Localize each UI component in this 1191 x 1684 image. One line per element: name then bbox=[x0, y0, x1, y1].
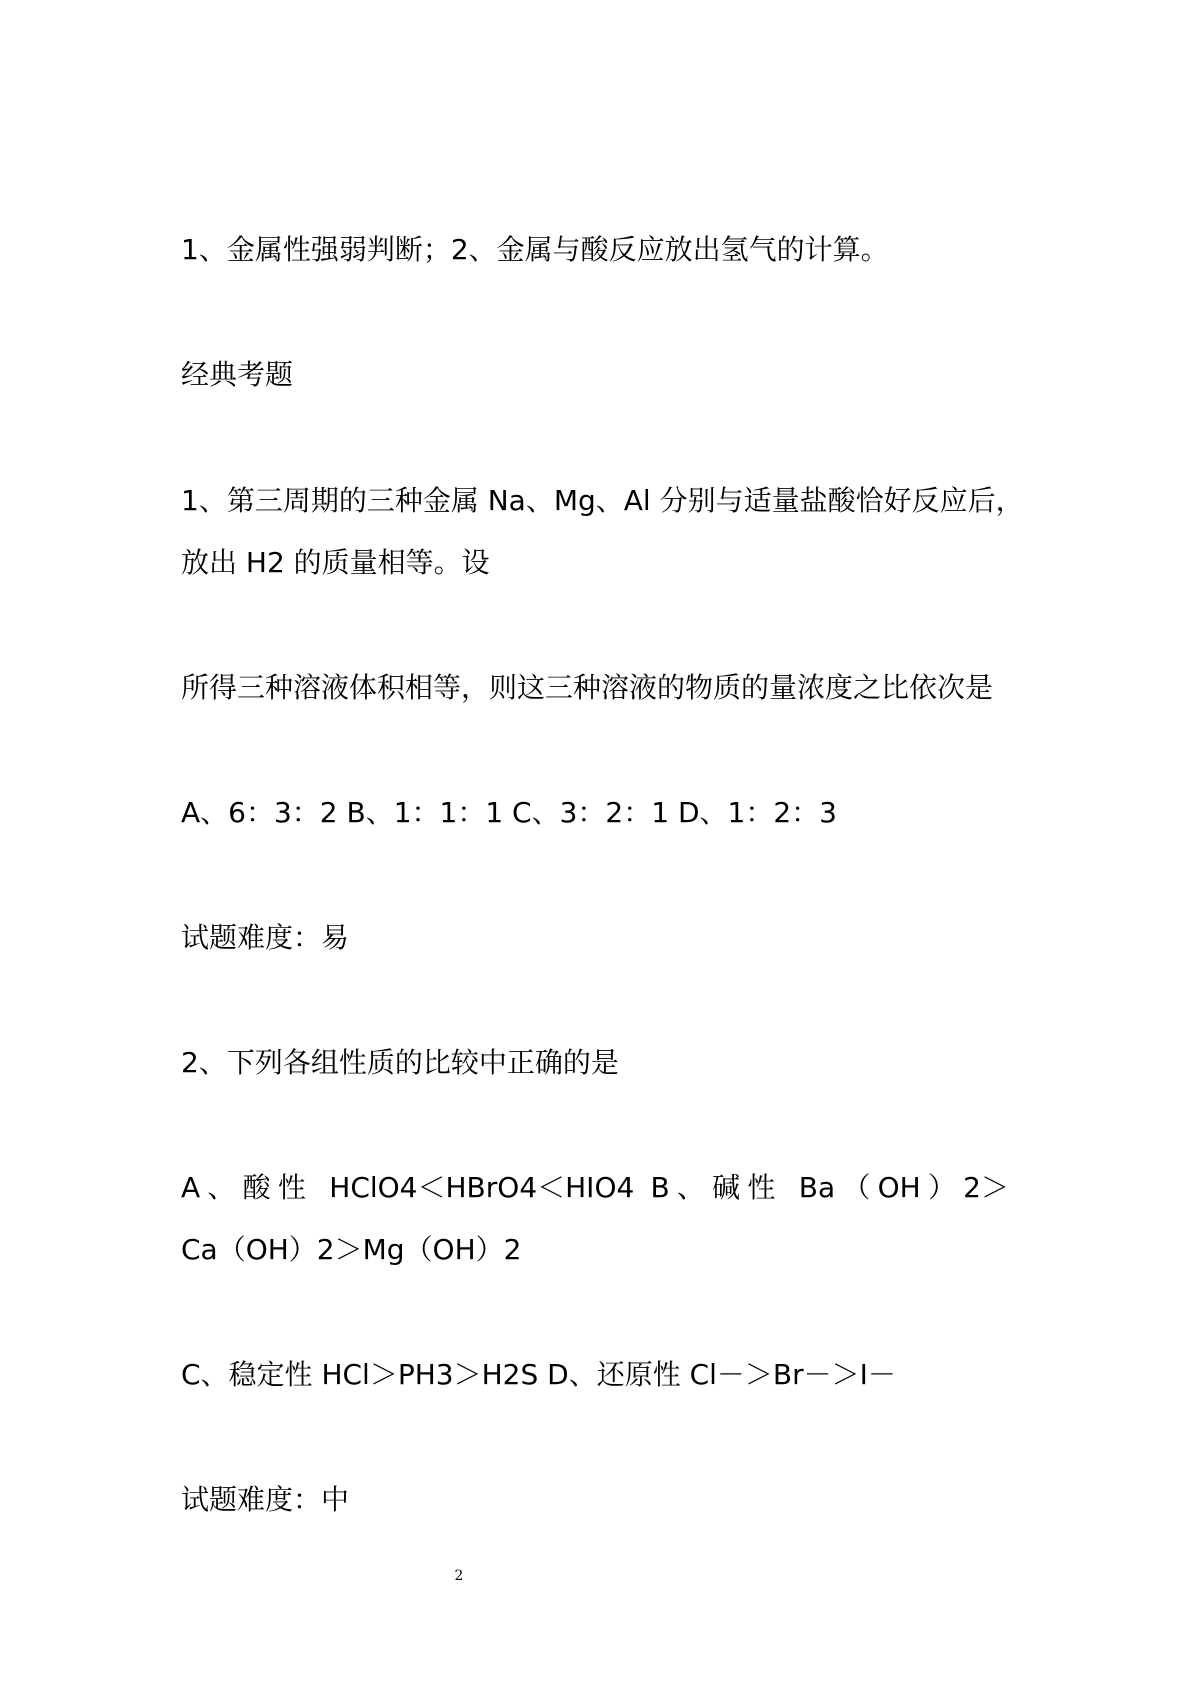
question-1-options: A、6：3：2 B、1：1：1 C、3：2：1 D、1：2：3 bbox=[181, 796, 837, 829]
question-1-line-2: 放出 H2 的质量相等。设 bbox=[181, 546, 490, 579]
page-number: 2 bbox=[454, 1568, 464, 1584]
question-1-difficulty: 试题难度：易 bbox=[181, 921, 350, 954]
question-2-options-cd: C、稳定性 HCl＞PH3＞H2S D、还原性 Cl－＞Br－＞I－ bbox=[181, 1358, 896, 1391]
question-1-line-3: 所得三种溶液体积相等，则这三种溶液的物质的量浓度之比依次是 bbox=[181, 671, 994, 704]
question-2-options-ab-line-2: Ca（OH）2＞Mg（OH）2 bbox=[181, 1233, 522, 1266]
question-2-stem: 2、下列各组性质的比较中正确的是 bbox=[181, 1046, 619, 1079]
question-2-options-ab-line-1: A、酸性 HClO4＜HBrO4＜HIO4 B、碱性 Ba（OH）2＞ bbox=[181, 1171, 1009, 1204]
section-heading: 经典考题 bbox=[181, 358, 294, 391]
question-2-difficulty: 试题难度：中 bbox=[181, 1483, 350, 1516]
topics-line: 1、金属性强弱判断；2、金属与酸反应放出氢气的计算。 bbox=[181, 233, 889, 266]
question-1-line-1: 1、第三周期的三种金属 Na、Mg、Al 分别与适量盐酸恰好反应后， bbox=[181, 484, 1024, 517]
